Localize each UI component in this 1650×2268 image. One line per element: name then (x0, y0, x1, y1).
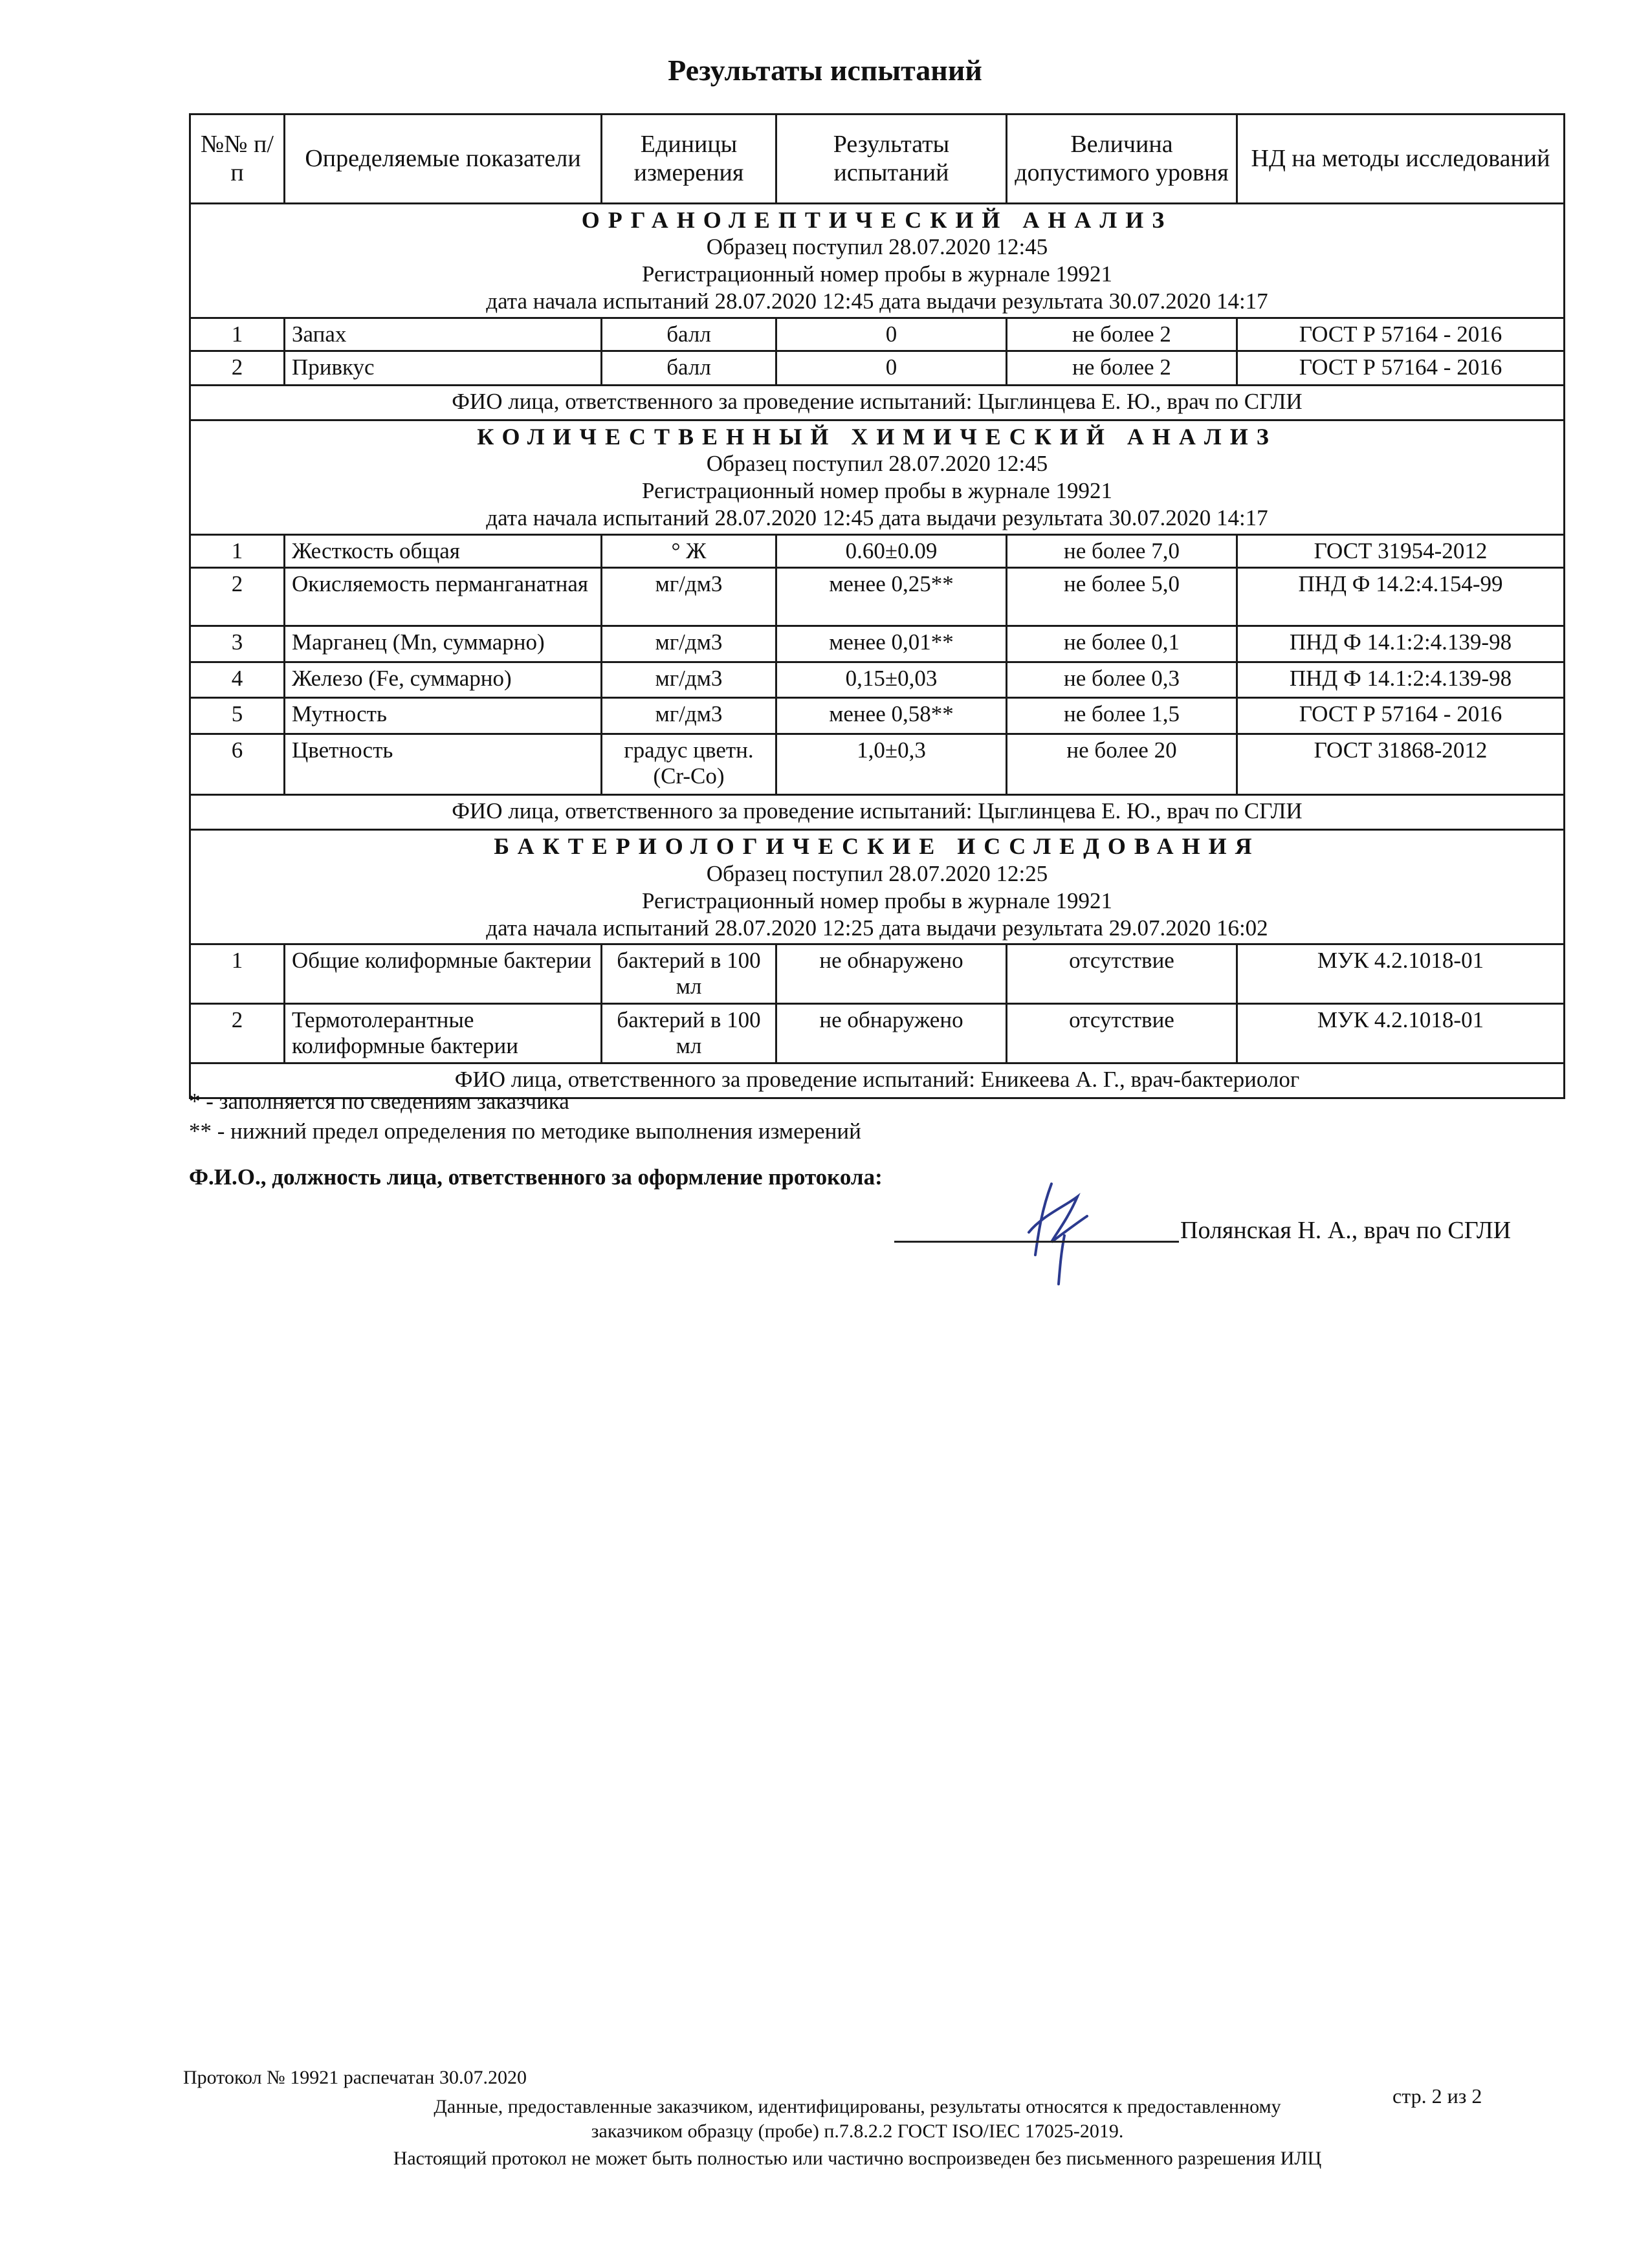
table-header-row (190, 114, 1565, 204)
row-method: ПНД Ф 14.1:2:4.139-98 (1237, 662, 1565, 697)
row-limit: не более 20 (1007, 734, 1237, 794)
row-indicator: Жесткость общая (285, 534, 602, 567)
row-result: 0,15±0,03 (776, 662, 1007, 697)
row-result: менее 0,01** (776, 626, 1007, 662)
section-dates: дата начала испытаний 28.07.2020 12:45 дата выдачи результата 30.07.2020 14:17 (486, 289, 1268, 314)
table-row (190, 944, 1565, 1004)
page-number: стр. 2 из 2 (1392, 2084, 1482, 2108)
section-header-chemical (190, 420, 1565, 534)
row-result: 0 (776, 351, 1007, 385)
responsible-person: ФИО лица, ответственного за проведение испытаний: Еникеева А. Г., врач-бактериолог (190, 1063, 1565, 1098)
row-result: 1,0±0,3 (776, 734, 1007, 794)
row-num: 6 (190, 734, 285, 794)
section-header-organoleptic (190, 204, 1565, 318)
footnotes (189, 1087, 861, 1146)
table-row (190, 662, 1565, 697)
row-unit: балл (602, 351, 776, 385)
header-method: НД на методы исследований (1237, 114, 1565, 204)
row-num: 2 (190, 1003, 285, 1063)
header-num: №№ п/п (190, 114, 285, 204)
footnote-customer: * - заполняется по сведениям заказчика (189, 1089, 569, 1114)
responsible-person: ФИО лица, ответственного за проведение испытаний: Цыглинцева Е. Ю., врач по СГЛИ (190, 795, 1565, 830)
table-row (190, 351, 1565, 385)
row-result: не обнаружено (776, 1003, 1007, 1063)
row-indicator: Общие колиформные бактерии (285, 944, 602, 1004)
row-limit: не более 5,0 (1007, 568, 1237, 626)
table-row (190, 734, 1565, 794)
row-indicator: Мутность (285, 697, 602, 734)
section-dates: дата начала испытаний 28.07.2020 12:25 дата выдачи результата 29.07.2020 16:02 (486, 915, 1268, 941)
header-units: Единицы измерения (602, 114, 776, 204)
row-unit: ° Ж (602, 534, 776, 567)
section-title: БАКТЕРИОЛОГИЧЕСКИЕ ИССЛЕДОВАНИЯ (494, 833, 1260, 860)
responsible-row (190, 385, 1565, 420)
section-title: ОРГАНОЛЕПТИЧЕСКИЙ АНАЛИЗ (581, 207, 1173, 233)
row-limit: не более 7,0 (1007, 534, 1237, 567)
row-method: МУК 4.2.1018-01 (1237, 1003, 1565, 1063)
row-indicator: Железо (Fe, суммарно) (285, 662, 602, 697)
row-result: 0 (776, 318, 1007, 351)
responsible-person: ФИО лица, ответственного за проведение испытаний: Цыглинцева Е. Ю., врач по СГЛИ (190, 385, 1565, 420)
signature-line (894, 1241, 1179, 1243)
section-reg-number: Регистрационный номер пробы в журнале 19921 (642, 261, 1112, 287)
row-unit: бактерий в 100 мл (602, 944, 776, 1004)
row-result: менее 0,58** (776, 697, 1007, 734)
table-row (190, 1003, 1565, 1063)
row-limit: отсутствие (1007, 1003, 1237, 1063)
row-num: 2 (190, 351, 285, 385)
row-unit: балл (602, 318, 776, 351)
table-row (190, 697, 1565, 734)
row-indicator: Цветность (285, 734, 602, 794)
row-limit: не более 2 (1007, 318, 1237, 351)
row-method: ГОСТ 31868-2012 (1237, 734, 1565, 794)
document-title: Результаты испытаний (668, 54, 982, 87)
footnote-detection-limit: ** - нижний предел определения по методике выполнения измерений (189, 1118, 861, 1144)
row-unit: мг/дм3 (602, 662, 776, 697)
row-limit: не более 1,5 (1007, 697, 1237, 734)
row-unit: мг/дм3 (602, 568, 776, 626)
responsible-row (190, 795, 1565, 830)
footer-disclaimer-2: заказчиком образцу (пробе) п.7.8.2.2 ГОСТ ISO/IEC 17025-2019. (591, 2121, 1124, 2142)
row-indicator: Привкус (285, 351, 602, 385)
row-indicator: Марганец (Mn, суммарно) (285, 626, 602, 662)
row-num: 1 (190, 534, 285, 567)
row-indicator: Запах (285, 318, 602, 351)
row-unit: бактерий в 100 мл (602, 1003, 776, 1063)
section-dates: дата начала испытаний 28.07.2020 12:45 дата выдачи результата 30.07.2020 14:17 (486, 505, 1268, 531)
row-limit: не более 2 (1007, 351, 1237, 385)
row-method: ГОСТ Р 57164 - 2016 (1237, 318, 1565, 351)
row-result: не обнаружено (776, 944, 1007, 1004)
protocol-print-info: Протокол № 19921 распечатан 30.07.2020 (183, 2067, 527, 2088)
row-indicator: Окисляемость перманганатная (285, 568, 602, 626)
table-row (190, 568, 1565, 626)
row-limit: не более 0,1 (1007, 626, 1237, 662)
row-limit: не более 0,3 (1007, 662, 1237, 697)
row-method: ГОСТ Р 57164 - 2016 (1237, 351, 1565, 385)
section-reg-number: Регистрационный номер пробы в журнале 19921 (642, 888, 1112, 913)
row-num: 3 (190, 626, 285, 662)
row-unit: мг/дм3 (602, 626, 776, 662)
protocol-responsible-label: Ф.И.О., должность лица, ответственного за оформление протокола: (189, 1164, 883, 1190)
row-unit: мг/дм3 (602, 697, 776, 734)
table-row (190, 626, 1565, 662)
row-method: ГОСТ 31954-2012 (1237, 534, 1565, 567)
row-method: ПНД Ф 14.1:2:4.139-98 (1237, 626, 1565, 662)
section-received: Образец поступил 28.07.2020 12:45 (706, 451, 1048, 477)
footer-disclaimer-1: Данные, предоставленные заказчиком, идентифицированы, результаты относятся к предоставленному (434, 2096, 1281, 2117)
header-indicator: Определяемые показатели (285, 114, 602, 204)
section-received: Образец поступил 28.07.2020 12:25 (706, 860, 1048, 886)
row-num: 1 (190, 944, 285, 1004)
signer-name: Полянская Н. А., врач по СГЛИ (1180, 1217, 1512, 1244)
header-results: Результаты испытаний (776, 114, 1007, 204)
header-limit: Величина допустимого уровня (1007, 114, 1237, 204)
row-method: ГОСТ Р 57164 - 2016 (1237, 697, 1565, 734)
row-unit: градус цветн.(Cr-Co) (602, 734, 776, 794)
table-row (190, 534, 1565, 567)
signature (1016, 1171, 1100, 1287)
row-method: МУК 4.2.1018-01 (1237, 944, 1565, 1004)
row-indicator: Термотолерантные колиформные бактерии (285, 1003, 602, 1063)
section-header-bacteriological (190, 830, 1565, 944)
section-title: КОЛИЧЕСТВЕННЫЙ ХИМИЧЕСКИЙ АНАЛИЗ (477, 423, 1277, 450)
results-table (189, 113, 1565, 1099)
row-num: 2 (190, 568, 285, 626)
footer-disclaimer-3: Настоящий протокол не может быть полностью или частично воспроизведен без письменного разрешения ИЛЦ (393, 2148, 1322, 2169)
row-num: 4 (190, 662, 285, 697)
row-method: ПНД Ф 14.2:4.154-99 (1237, 568, 1565, 626)
row-result: 0.60±0.09 (776, 534, 1007, 567)
section-received: Образец поступил 28.07.2020 12:45 (706, 234, 1048, 260)
section-reg-number: Регистрационный номер пробы в журнале 19921 (642, 478, 1112, 504)
row-limit: отсутствие (1007, 944, 1237, 1004)
row-num: 1 (190, 318, 285, 351)
table-row (190, 318, 1565, 351)
row-result: менее 0,25** (776, 568, 1007, 626)
row-num: 5 (190, 697, 285, 734)
